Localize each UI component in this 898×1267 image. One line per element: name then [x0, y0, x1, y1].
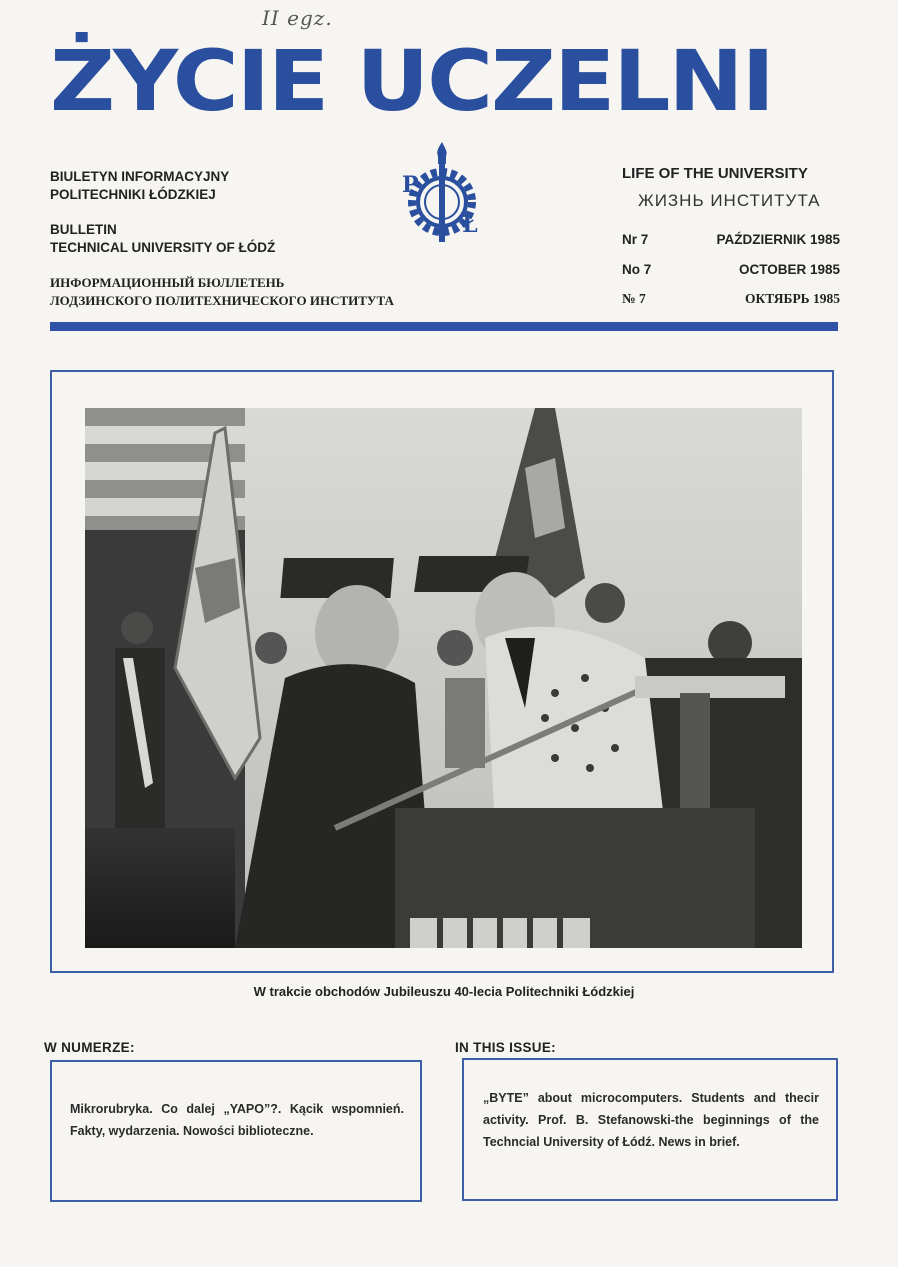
title-english: LIFE OF THE UNIVERSITY	[622, 165, 808, 182]
svg-text:P: P	[402, 172, 419, 198]
photo-caption: W trakcie obchodów Jubileuszu 40-lecia Politechniki Łódzkiej	[253, 984, 635, 999]
university-emblem-icon	[398, 140, 486, 244]
issue-number: Nr 7	[622, 232, 649, 247]
in-this-issue-label-pl: W NUMERZE:	[44, 1040, 135, 1055]
issue-date: PAŹDZIERNIK 1985	[716, 232, 840, 247]
issue-number: No 7	[622, 262, 652, 277]
subtitle-en-line1: BULLETIN	[50, 222, 117, 237]
svg-text:Ł: Ł	[462, 212, 478, 238]
ceremony-photo	[85, 408, 802, 948]
subtitle-pl-line2: POLITECHNIKI ŁÓDZKIEJ	[50, 187, 216, 202]
contents-text-en: „BYTE” about microcomputers. Students and thecir activity. Prof. B. Stefanowski-the beginnings of the Techncial University of Łódź. News in brief.	[483, 1091, 819, 1149]
header-divider	[50, 322, 838, 331]
title-russian: ЖИЗНЬ ИНСТИТУТА	[638, 191, 821, 210]
subtitle-ru-line1: ИНФОРМАЦИОННЫЙ БЮЛЛЕТЕНЬ	[50, 275, 285, 290]
subtitle-en-line2: TECHNICAL UNIVERSITY OF ŁÓDŹ	[50, 240, 276, 255]
masthead-title: ŻYCIE UCZELNI	[50, 32, 773, 130]
contents-text-pl: Mikrorubryka. Co dalej „YAPO”?. Kącik wspomnień. Fakty, wydarzenia. Nowości bibliotеczne.	[70, 1102, 404, 1138]
issue-number: № 7	[622, 291, 646, 306]
in-this-issue-label-en: IN THIS ISSUE:	[455, 1040, 556, 1055]
issue-date: ОКТЯБРЬ 1985	[744, 291, 840, 306]
handwritten-note: II egz.	[262, 6, 333, 30]
issue-date: OCTOBER 1985	[738, 262, 840, 277]
subtitle-ru-line2: ЛОДЗИНСКОГО ПОЛИТЕХНИЧЕСКОГО ИНСТИТУТА	[50, 293, 394, 308]
subtitle-pl-line1: BIULETYN INFORMACYJNY	[50, 169, 230, 184]
